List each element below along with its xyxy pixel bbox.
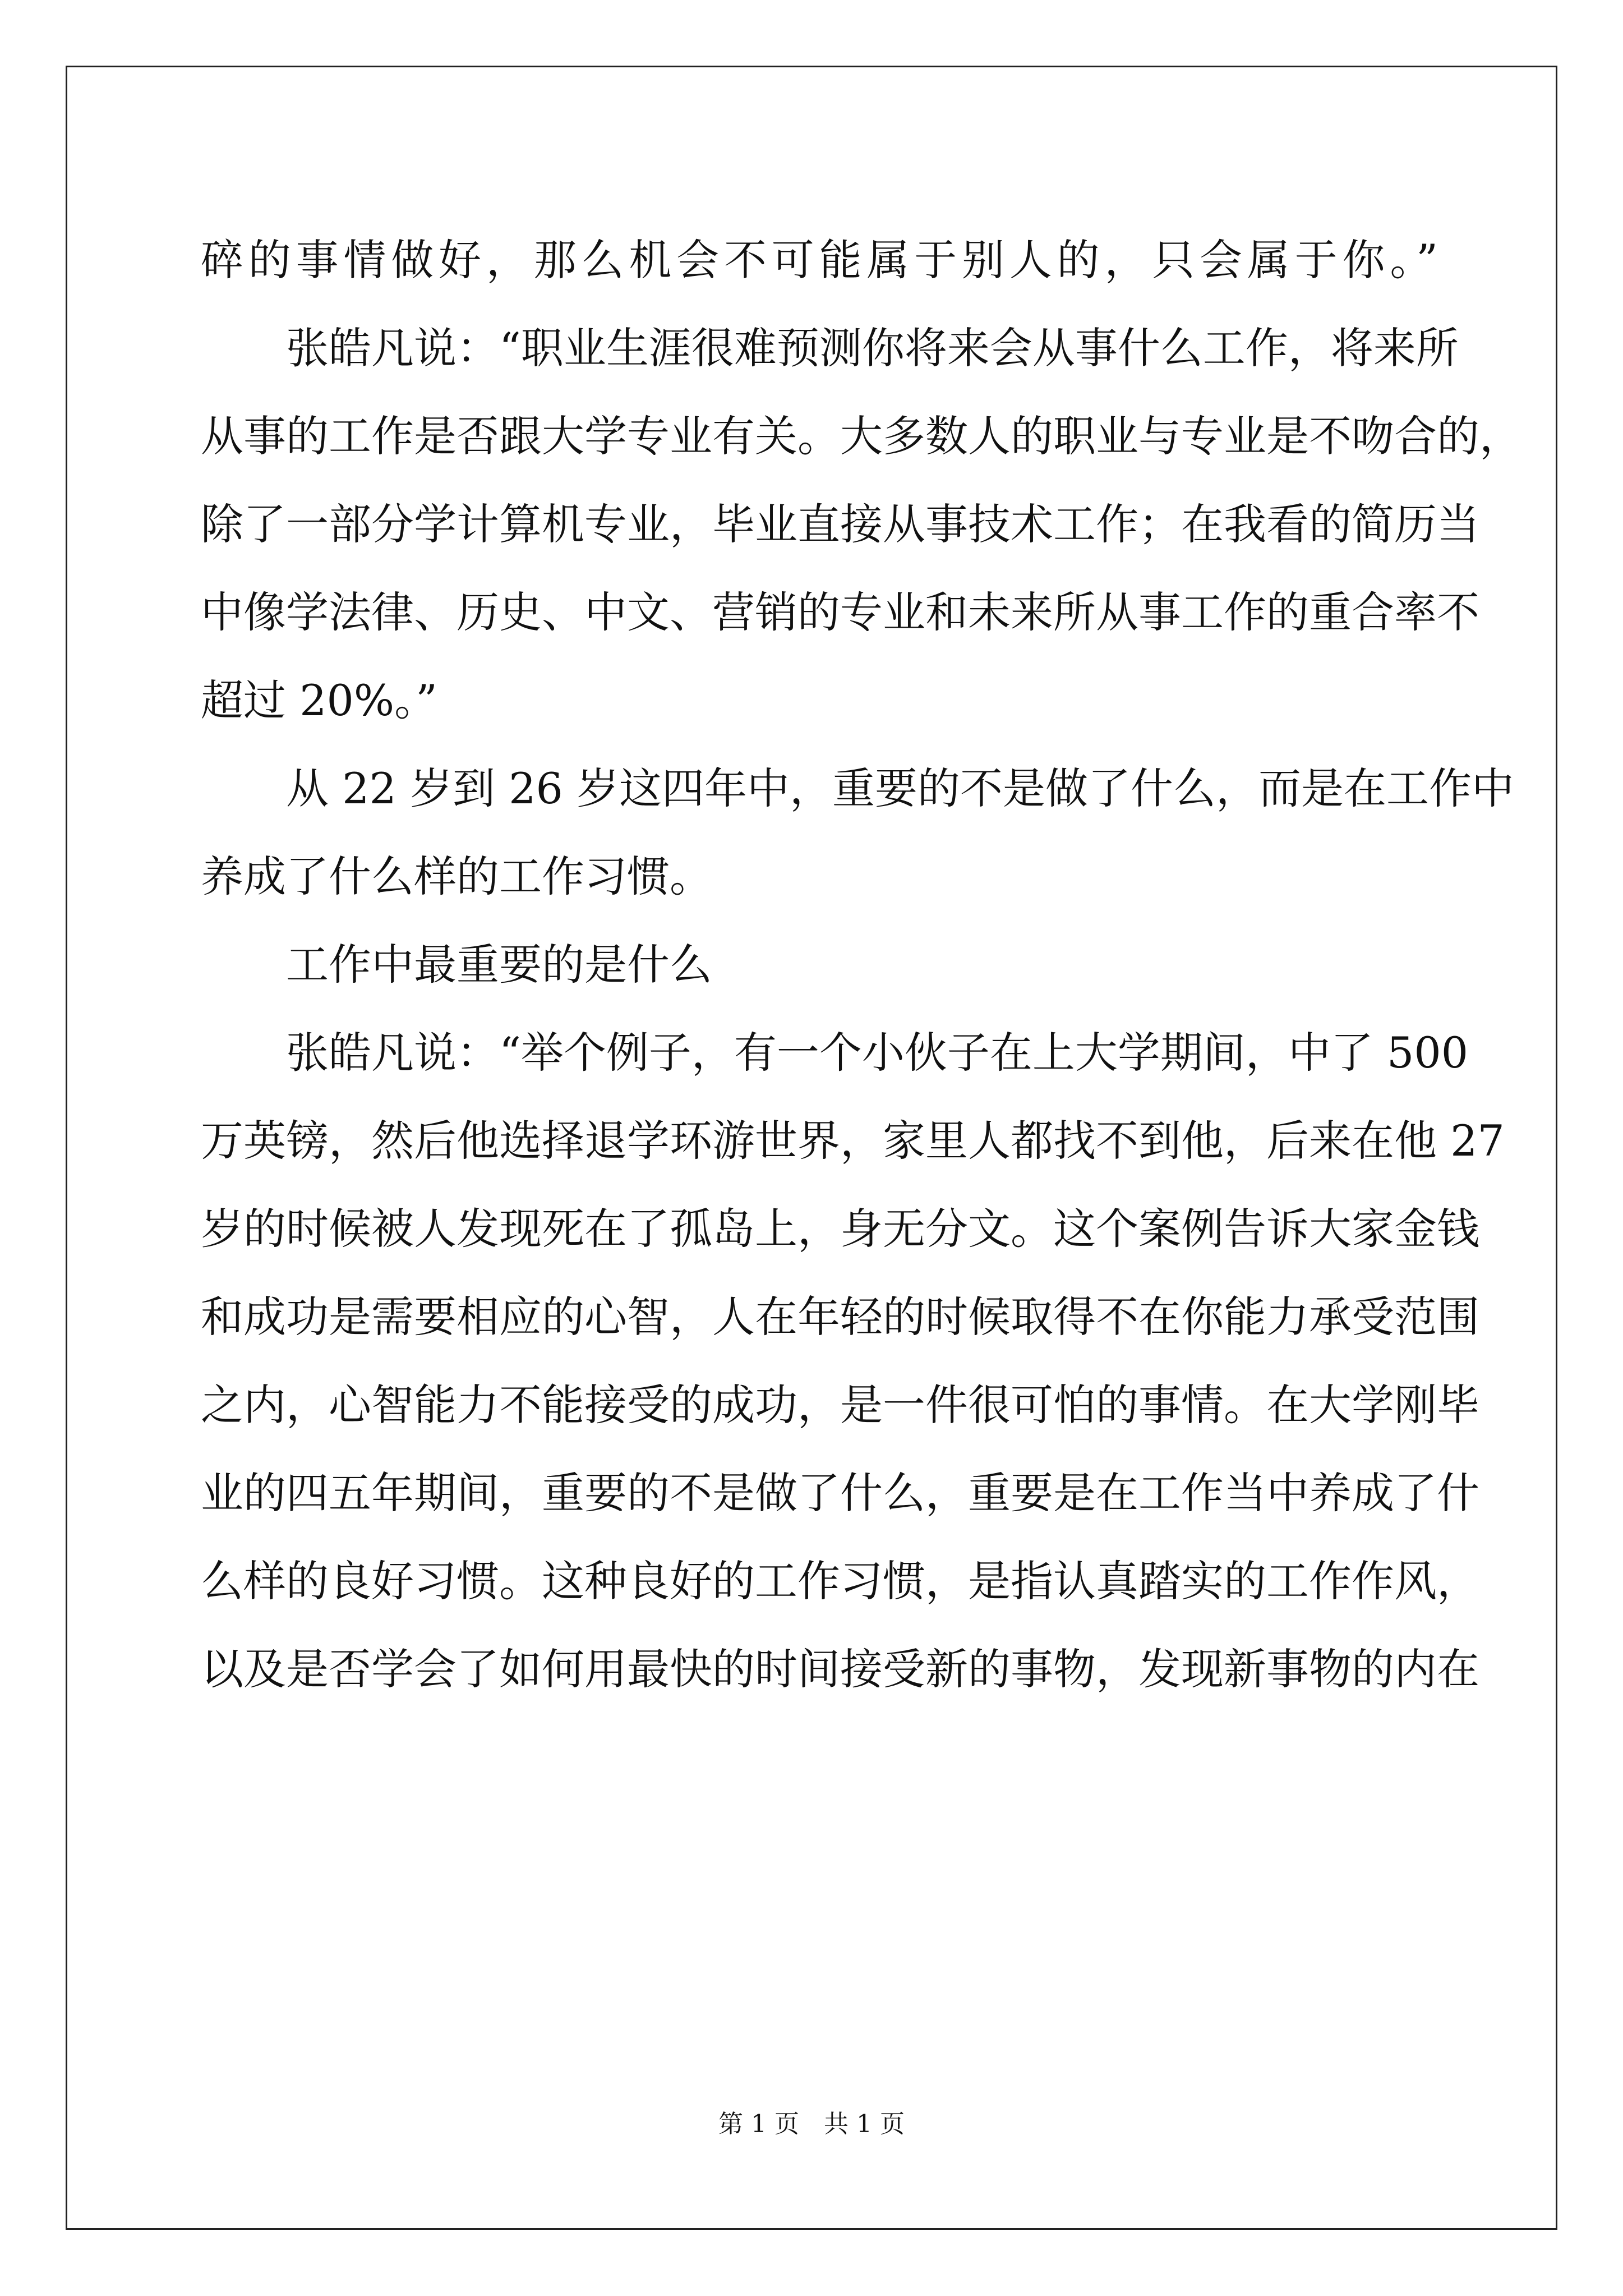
text-line: 岁的时候被人发现死在了孤岛上，身无分文。这个案例告诉大家金钱 xyxy=(201,1204,1479,1254)
text-line: 碎的事情做好，那么机会不可能属于别人的，只会属于你。” xyxy=(201,235,1438,285)
section-heading: 工作中最重要的是什么 xyxy=(286,940,712,990)
text-line: 中像学法律、历史、中文、营销的专业和未来所从事工作的重合率不 xyxy=(201,587,1479,637)
text-line: 超过 20%。” xyxy=(201,675,437,725)
text-line: 从事的工作是否跟大学专业有关。大多数人的职业与专业是不吻合的， xyxy=(201,411,1522,461)
page-footer: 第 1 页 共 1 页 xyxy=(718,2110,905,2138)
text-line: 张皓凡说：“举个例子，有一个小伙子在上大学期间，中了 500 xyxy=(286,1028,1469,1078)
text-line: 业的四五年期间，重要的不是做了什么，重要是在工作当中养成了什 xyxy=(201,1468,1479,1518)
text-line: 除了一部分学计算机专业，毕业直接从事技术工作；在我看的简历当 xyxy=(201,499,1479,549)
text-line: 张皓凡说：“职业生涯很难预测你将来会从事什么工作，将来所 xyxy=(286,323,1459,373)
text-line: 之内，心智能力不能接受的成功，是一件很可怕的事情。在大学刚毕 xyxy=(201,1380,1479,1430)
text-line: 从 22 岁到 26 岁这四年中，重要的不是做了什么，而是在工作中 xyxy=(286,763,1515,813)
text-line: 和成功是需要相应的心智，人在年轻的时候取得不在你能力承受范围 xyxy=(201,1292,1479,1342)
text-line: 以及是否学会了如何用最快的时间接受新的事物，发现新事物的内在 xyxy=(201,1644,1479,1694)
text-line: 养成了什么样的工作习惯。 xyxy=(201,852,712,901)
text-line: 万英镑，然后他选择退学环游世界，家里人都找不到他，后来在他 27 xyxy=(201,1116,1505,1166)
text-line: 么样的良好习惯。这种良好的工作习惯，是指认真踏实的工作作风， xyxy=(201,1556,1479,1606)
document-body xyxy=(201,216,1522,1713)
